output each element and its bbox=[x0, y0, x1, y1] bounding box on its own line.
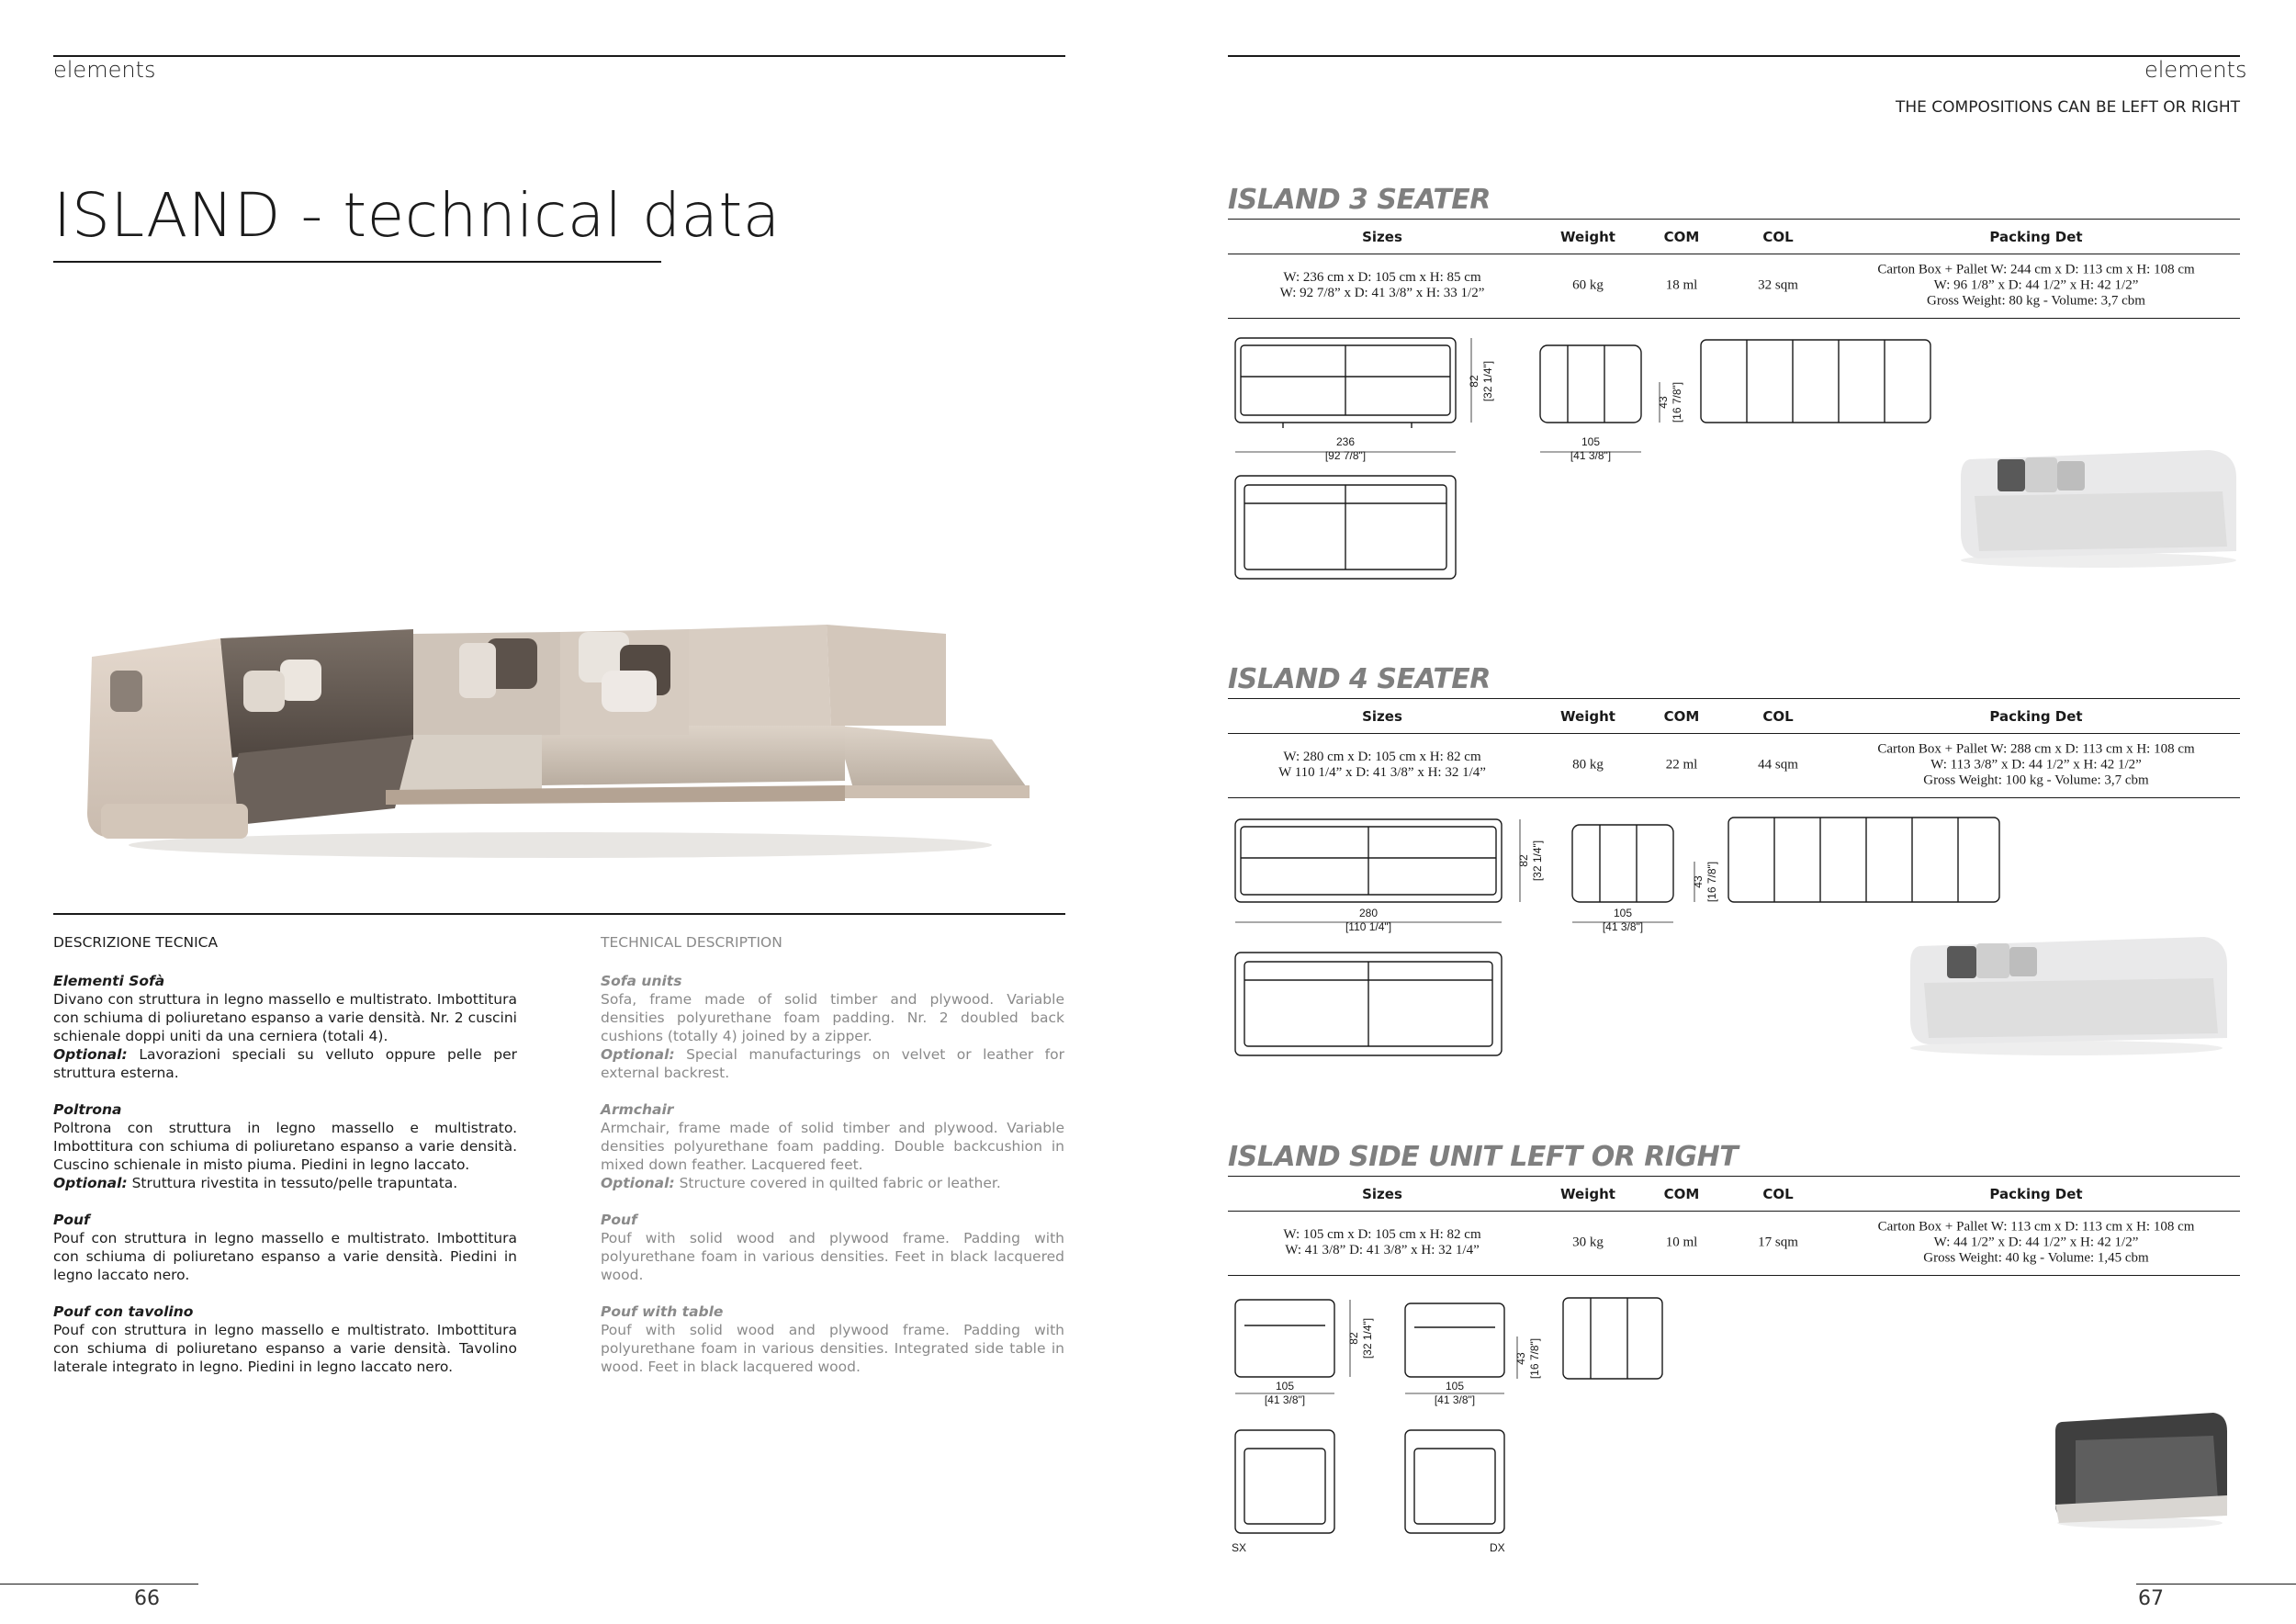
side-unit-technical-drawing bbox=[1228, 1291, 1705, 1557]
col-col: COL bbox=[1762, 229, 1794, 245]
dim-width: 236 bbox=[1335, 435, 1356, 448]
sizes-cm: W: 105 cm x D: 105 cm x H: 82 cm bbox=[1283, 1227, 1481, 1242]
it-optional-text: Lavorazioni speciali su velluto oppure pelle per struttura esterna. bbox=[53, 1046, 517, 1081]
three-seater-render-image bbox=[1952, 441, 2245, 574]
dim-depth-in: [41 3/8"] bbox=[1602, 920, 1644, 933]
en-section-title: Pouf with table bbox=[601, 1303, 724, 1320]
com-cell: 10 ml bbox=[1665, 1235, 1698, 1250]
dim-height-in: [32 1/4"] bbox=[1481, 360, 1494, 402]
dim-width-in: [41 3/8"] bbox=[1264, 1393, 1306, 1406]
it-section-title: Poltrona bbox=[53, 1101, 122, 1118]
it-optional-label: Optional: bbox=[53, 1046, 128, 1063]
packing-line: W: 44 1/2” x D: 44 1/2” x H: 42 1/2” bbox=[1933, 1235, 2139, 1250]
en-section-title: Armchair bbox=[601, 1101, 674, 1118]
description-italian-heading: DESCRIZIONE TECNICA bbox=[53, 934, 219, 951]
it-section-body: Pouf con struttura in legno massello e multistrato. Imbottitura con schiuma di poliuretano espanso a varie densità. Tavolino laterale integrato in legno. Piedini in legno laccato nero. bbox=[53, 1322, 517, 1375]
table-rule bbox=[1228, 318, 2240, 319]
en-section-title: Pouf bbox=[601, 1212, 637, 1228]
en-section-body: Pouf with solid wood and plywood frame. Padding with polyurethane foam in various densities. Integrated side table in wood. Feet in black lacquered wood. bbox=[601, 1322, 1064, 1375]
packing-line: Carton Box + Pallet W: 244 cm x D: 113 cm x H: 108 cm bbox=[1877, 262, 2195, 277]
dim-width-second: 105 bbox=[1445, 1380, 1465, 1393]
dim-width-in: [110 1/4"] bbox=[1345, 920, 1392, 933]
it-section-body: Poltrona con struttura in legno massello e multistrato. Imbottitura con schiuma di poliuretano espanso a varie densità. Cuscino schienale in misto piuma. Piedini in legno laccato. bbox=[53, 1120, 517, 1173]
side-unit-render-image bbox=[2048, 1404, 2232, 1532]
com-cell: 22 ml bbox=[1665, 757, 1698, 773]
packing-line: Gross Weight: 40 kg - Volume: 1,45 cbm bbox=[1923, 1250, 2149, 1266]
col-com: COM bbox=[1663, 1186, 1700, 1202]
en-optional-text: Special manufacturings on velvet or leather for external backrest. bbox=[601, 1046, 1064, 1081]
sizes-cm: W: 280 cm x D: 105 cm x H: 82 cm bbox=[1283, 750, 1481, 764]
weight-cell: 30 kg bbox=[1572, 1235, 1604, 1250]
table-rule bbox=[1228, 1275, 2240, 1276]
col-packing: Packing Det bbox=[1989, 1186, 2083, 1202]
sizes-in: W: 92 7/8” x D: 41 3/8” x H: 33 1/2” bbox=[1279, 286, 1485, 300]
dim-height-in: [32 1/4"] bbox=[1361, 1317, 1374, 1359]
spec-table bbox=[1228, 219, 2240, 318]
col-sizes: Sizes bbox=[1362, 229, 1402, 245]
sizes-cell bbox=[1228, 1227, 1536, 1258]
it-optional-text: Struttura rivestita in tessuto/pelle trapuntata. bbox=[131, 1175, 458, 1191]
en-section-body: Sofa, frame made of solid timber and plywood. Variable densities polyurethane foam padding. Nr. 2 doubled back cushions (totally 4) joined by a zipper. bbox=[601, 991, 1064, 1044]
packing-cell bbox=[1832, 1220, 2240, 1267]
footer-rule-right bbox=[2136, 1584, 2296, 1585]
col-weight: Weight bbox=[1560, 229, 1615, 245]
header-section-right: elements bbox=[2144, 57, 2247, 83]
packing-cell bbox=[1832, 263, 2240, 310]
product-title: ISLAND 3 SEATER bbox=[1228, 184, 1491, 216]
weight-cell: 80 kg bbox=[1572, 757, 1604, 773]
col-sizes: Sizes bbox=[1362, 708, 1402, 725]
description-english-heading: TECHNICAL DESCRIPTION bbox=[601, 934, 782, 951]
packing-line: Gross Weight: 80 kg - Volume: 3,7 cbm bbox=[1927, 293, 2145, 309]
col-col: COL bbox=[1762, 708, 1794, 725]
dim-width: 280 bbox=[1358, 907, 1379, 919]
four-seater-render-image bbox=[1901, 923, 2232, 1061]
en-section-title: Sofa units bbox=[601, 973, 682, 989]
table-header bbox=[1228, 698, 2240, 733]
packing-line: Carton Box + Pallet W: 288 cm x D: 113 cm x H: 108 cm bbox=[1877, 741, 2195, 757]
it-section-body: Divano con struttura in legno massello e multistrato. Imbottitura con schiuma di poliuretano espanso a varie densità. Nr. 2 cuscini schienale doppi uniti da una cerniera (totali 4). bbox=[53, 991, 517, 1044]
en-section-body: Pouf with solid wood and plywood frame. Padding with polyurethane foam in various densities. Feet in black lacquered wood. bbox=[601, 1230, 1064, 1283]
left-version-tag: SX bbox=[1232, 1541, 1247, 1554]
page-title: ISLAND - technical data bbox=[53, 180, 781, 251]
packing-line: Gross Weight: 100 kg - Volume: 3,7 cbm bbox=[1923, 773, 2149, 788]
en-optional-label: Optional: bbox=[601, 1046, 675, 1063]
dim-seat: 43 bbox=[1514, 1352, 1527, 1365]
table-row bbox=[1228, 254, 2240, 318]
footer-rule-left bbox=[0, 1584, 198, 1585]
sizes-in: W: 41 3/8” D: 41 3/8” x H: 32 1/4” bbox=[1285, 1243, 1480, 1257]
header-section-left: elements bbox=[53, 57, 156, 83]
three-seater-technical-drawing bbox=[1228, 331, 2054, 588]
dim-width-in: [92 7/8"] bbox=[1324, 449, 1367, 462]
product-title: ISLAND SIDE UNIT LEFT OR RIGHT bbox=[1228, 1141, 1739, 1173]
table-rule bbox=[1228, 797, 2240, 798]
page-number-right: 67 bbox=[2138, 1587, 2164, 1610]
col-cell: 17 sqm bbox=[1758, 1235, 1798, 1250]
product-title: ISLAND 4 SEATER bbox=[1228, 663, 1491, 695]
packing-line: W: 113 3/8” x D: 44 1/2” x H: 42 1/2” bbox=[1930, 757, 2142, 773]
title-underline bbox=[53, 261, 661, 263]
en-section-body: Armchair, frame made of solid timber and plywood. Variable densities polyurethane foam padding. Double backcushion in mixed down feather. Lacquered feet. bbox=[601, 1120, 1064, 1173]
spec-table bbox=[1228, 698, 2240, 797]
header-rule-left bbox=[53, 55, 1065, 57]
it-optional-label: Optional: bbox=[53, 1175, 128, 1191]
dim-seat: 43 bbox=[1657, 396, 1670, 409]
dim-height: 82 bbox=[1468, 375, 1480, 388]
col-packing: Packing Det bbox=[1989, 708, 2083, 725]
sizes-in: W 110 1/4” x D: 41 3/8” x H: 32 1/4” bbox=[1278, 765, 1486, 780]
en-optional-label: Optional: bbox=[601, 1175, 675, 1191]
right-version-tag: DX bbox=[1490, 1541, 1505, 1554]
table-row bbox=[1228, 733, 2240, 797]
table-header bbox=[1228, 219, 2240, 254]
compositions-note: THE COMPOSITIONS CAN BE LEFT OR RIGHT bbox=[1895, 98, 2240, 117]
spec-table bbox=[1228, 1176, 2240, 1275]
it-section-body: Pouf con struttura in legno massello e multistrato. Imbottitura con schiuma di poliuretano espanso a varie densità. Piedini in legno laccato nero. bbox=[53, 1230, 517, 1283]
it-section-title: Pouf bbox=[53, 1212, 90, 1228]
col-com: COM bbox=[1663, 708, 1700, 725]
col-cell: 44 sqm bbox=[1758, 757, 1798, 773]
island-sofa-composition-image bbox=[83, 597, 1038, 863]
dim-width: 105 bbox=[1275, 1380, 1295, 1393]
col-col: COL bbox=[1762, 1186, 1794, 1202]
table-header bbox=[1228, 1176, 2240, 1211]
dim-width-second-in: [41 3/8"] bbox=[1434, 1393, 1476, 1406]
sizes-cm: W: 236 cm x D: 105 cm x H: 85 cm bbox=[1283, 270, 1481, 285]
en-optional-text: Structure covered in quilted fabric or leather. bbox=[679, 1175, 1001, 1191]
dim-seat-in: [16 7/8"] bbox=[1528, 1337, 1541, 1380]
dim-depth: 105 bbox=[1581, 435, 1601, 448]
it-section-title: Pouf con tavolino bbox=[53, 1303, 194, 1320]
description-english bbox=[601, 933, 1064, 1376]
com-cell: 18 ml bbox=[1665, 277, 1698, 293]
dim-height: 82 bbox=[1347, 1332, 1360, 1345]
header-rule-right bbox=[1228, 55, 2240, 57]
col-sizes: Sizes bbox=[1362, 1186, 1402, 1202]
col-weight: Weight bbox=[1560, 1186, 1615, 1202]
dim-height: 82 bbox=[1517, 854, 1530, 867]
description-rule bbox=[53, 913, 1065, 915]
col-weight: Weight bbox=[1560, 708, 1615, 725]
col-cell: 32 sqm bbox=[1758, 277, 1798, 293]
col-packing: Packing Det bbox=[1989, 229, 2083, 245]
dim-seat-in: [16 7/8"] bbox=[1671, 381, 1683, 423]
description-italian bbox=[53, 933, 517, 1376]
packing-cell bbox=[1832, 742, 2240, 789]
sizes-cell bbox=[1228, 270, 1536, 301]
it-section-title: Elementi Sofà bbox=[53, 973, 165, 989]
dim-depth-in: [41 3/8"] bbox=[1570, 449, 1612, 462]
weight-cell: 60 kg bbox=[1572, 277, 1604, 293]
dim-depth: 105 bbox=[1613, 907, 1633, 919]
dim-height-in: [32 1/4"] bbox=[1531, 840, 1544, 882]
sizes-cell bbox=[1228, 750, 1536, 781]
col-com: COM bbox=[1663, 229, 1700, 245]
dim-seat-in: [16 7/8"] bbox=[1705, 861, 1718, 903]
table-row bbox=[1228, 1211, 2240, 1275]
page-number-left: 66 bbox=[134, 1587, 160, 1610]
packing-line: Carton Box + Pallet W: 113 cm x D: 113 cm x H: 108 cm bbox=[1877, 1219, 2195, 1235]
packing-line: W: 96 1/8” x D: 44 1/2” x H: 42 1/2” bbox=[1933, 277, 2139, 293]
dim-seat: 43 bbox=[1692, 875, 1705, 888]
